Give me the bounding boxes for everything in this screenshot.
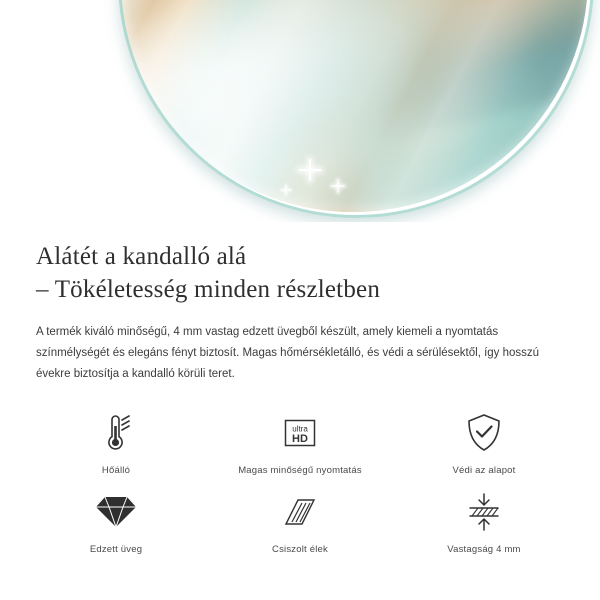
feature-label: Csiszolt élek [272, 544, 328, 555]
headline-line-1: Alátét a kandalló alá [36, 243, 247, 270]
feature-label: Vastagság 4 mm [447, 544, 521, 555]
ultra-hd-icon [280, 411, 320, 455]
feature-item-protects-surface [392, 411, 576, 476]
feature-label: Védi az alapot [452, 465, 516, 476]
feature-label: Magas minőségű nyomtatás [238, 465, 362, 476]
svg-text:HD: HD [292, 433, 308, 445]
feature-item-print-quality [208, 411, 392, 476]
feature-grid [0, 411, 600, 555]
polished-edges-icon [280, 490, 320, 534]
hero-image [0, 0, 600, 222]
description-paragraph: A termék kiváló minőségű, 4 mm vastag edzett üvegből készült, amely kiemeli a nyomtatás színmélységét és elegáns fényt biztosít. Magas hőmérsékletálló, és védi a sérülésektől, így hosszú évekre biztosítja a kandalló körüli teret. [36, 326, 540, 380]
feature-label: Edzett üveg [89, 544, 143, 555]
thickness-arrows-icon [464, 490, 504, 534]
headline-line-2: – Tökéletesség minden részletben [36, 276, 381, 303]
feature-item-tempered-glass [24, 490, 208, 555]
thermometer-icon [99, 411, 133, 455]
feature-item-heat-resistant [24, 411, 208, 476]
content-block [0, 222, 600, 385]
page-title [36, 240, 564, 306]
feature-label: Hőálló [101, 465, 131, 476]
glass-disc-image [118, 0, 588, 212]
diamond-icon [95, 490, 137, 534]
shield-check-icon [465, 411, 503, 455]
svg-text:ultra: ultra [292, 424, 308, 434]
feature-item-thickness [392, 490, 576, 555]
feature-item-polished-edges [208, 490, 392, 555]
